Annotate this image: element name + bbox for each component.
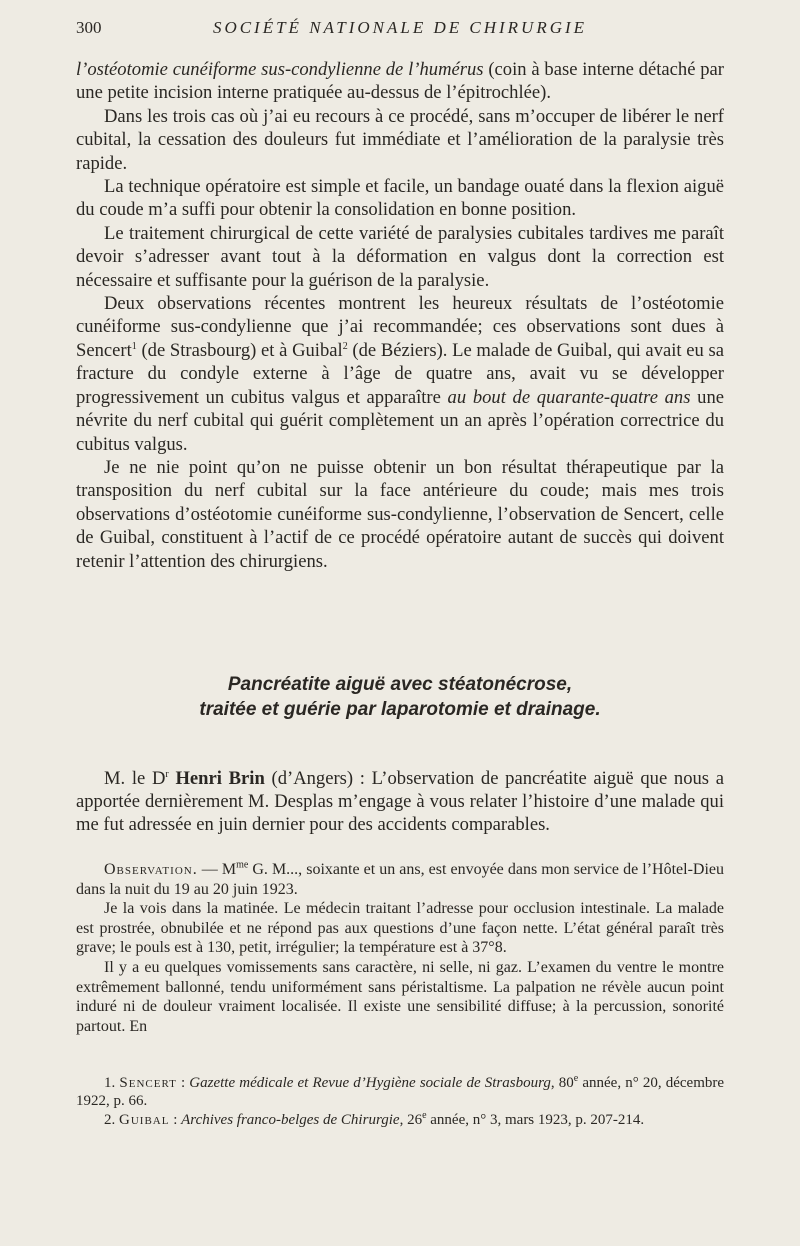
footnote-author: Sencert [119, 1075, 177, 1091]
paragraph: La technique opératoire est simple et facile, un bandage ouaté dans la flexion aiguë du coude m’a suffi pour obtenir la consolidation en bonne position. [76, 176, 724, 221]
text-run: année, n° 20, décembre 1922, p. 66. [76, 1075, 725, 1110]
footnote-ref-2[interactable]: 2 [342, 340, 348, 352]
running-header [76, 18, 724, 44]
superscript: r [165, 768, 169, 780]
footnote-number: 1. [104, 1075, 120, 1091]
paragraph: Dans les trois cas où j’ai eu recours à ce procédé, sans m’occuper de libérer le nerf cubital, la cessation des douleurs fut immédiate et l’amélioration de la paralysie très rapide. [76, 105, 724, 174]
page-number: 300 [76, 18, 102, 37]
text-run: M. le D [104, 767, 166, 789]
superscript: me [236, 859, 249, 871]
text-run: — M [197, 861, 237, 878]
text-run: : [176, 1075, 190, 1091]
superscript: e [573, 1073, 579, 1084]
paragraph: Il y a eu quelques vomissements sans caractère, ni selle, ni gaz. L’examen du ventre le montre extrêmement ballonné, tendu uniformément sans péristaltisme. La palpation ne révèle aucun point induré ni de douleur vraiment localisée. Il existe une sensibilité diffuse; à la percussion, sonorité partout. En [76, 958, 724, 1035]
paragraph: Je la vois dans la matinée. Le médecin traitant l’adresse pour occlusion intestinale. La malade est prostrée, obnubilée et ne répond pas aux questions d’une façon nette. L’état général paraît très grave; le pouls est à 130, petit, irrégulier; la température est à 37°8. [76, 900, 724, 957]
text-run: (d’Angers) : L’observation de pancréatite aiguë que nous a apportée dernièrement M. Desplas m’engage à vous relater l’histoire d’une malade qui me fut adressée en juin dernier pour des accidents comparables. [76, 767, 724, 836]
footnote-number: 2. [104, 1111, 119, 1128]
text-run: Deux observations récentes montrent les heureux résultats de l’ostéotomie cunéiforme sus-condylienne que j’ai recommandée; ces observations sont dues à Sencert [76, 293, 724, 361]
text-run: , 80 [550, 1075, 574, 1091]
superscript: e [422, 1109, 427, 1121]
paragraph: Je ne nie point qu’on ne puisse obtenir un bon résultat thérapeutique par la transposition du nerf cubital sur la face antérieure du coude; mais mes trois observations d’ostéotomie cunéiforme sus-condylienne, l’observation de Sencert, celle de Guibal, constituent à l’actif de ce procédé opératoire autant de succès qui doivent retenir l’attention des chirurgiens. [76, 456, 724, 572]
article-continuation [76, 58, 724, 573]
author-name: Henri Brin [175, 767, 265, 789]
article-title-line-1: Pancréatite aiguë avec stéatonécrose, [227, 674, 573, 695]
text-run: G. M..., soixante et un ans, est envoyée dans mon service de l’Hôtel-Dieu dans la nuit du 19 au 20 juin 1923. [76, 861, 724, 898]
footnote-ref-1[interactable]: 1 [131, 340, 137, 352]
text-run: (coin à base interne détaché par une petite incision interne pratiquée au-dessus de l’épitrochlée). [76, 59, 724, 104]
text-run: (de Béziers). Le malade de Guibal, qui avait eu sa fracture du condyle externe à l’âge de quatre ans, avait vu se développer progressivement un cubitus valgus et apparaître [76, 339, 724, 408]
text-run: : [169, 1111, 182, 1128]
emphasis: au bout de quarante-quatre ans [447, 386, 691, 408]
paragraph: Le traitement chirurgical de cette variété de paralysies cubitales tardives me paraît devoir s’adresser avant tout à la déformation en valgus dont la correction est nécessaire et suffisante pour la guérison de la paralysie. [76, 222, 724, 291]
paragraph [76, 860, 724, 899]
observation-block [76, 860, 724, 1036]
paragraph [76, 292, 724, 456]
footnote-1 [76, 1074, 724, 1111]
observation-label: Observation. [104, 861, 198, 878]
text-run: une névrite du nerf cubital qui guérit complètement un an après l’opération correctrice du cubitus valgus. [76, 386, 725, 455]
article-intro [76, 767, 724, 837]
text-run: , 26 [399, 1111, 423, 1128]
text-run: année, n° 3, mars 1923, p. 207-214. [426, 1111, 645, 1128]
emphasis: l’ostéotomie cunéiforme sus-condylienne de l’humérus [76, 59, 484, 80]
text-run: (de Strasbourg) et à Guibal [136, 339, 343, 361]
footnote-author: Guibal [119, 1111, 170, 1128]
footnote-2 [76, 1111, 724, 1129]
article-title-line-2: traitée et guérie par laparotomie et drainage. [199, 699, 601, 720]
footnotes [76, 1074, 724, 1129]
footnote-source: Gazette médicale et Revue d’Hygiène sociale de Strasbourg [189, 1075, 551, 1091]
paragraph [76, 58, 724, 105]
article-title [76, 672, 724, 722]
journal-title: SOCIÉTÉ NATIONALE DE CHIRURGIE [212, 18, 588, 37]
footnote-source: Archives franco-belges de Chirurgie [181, 1111, 400, 1128]
